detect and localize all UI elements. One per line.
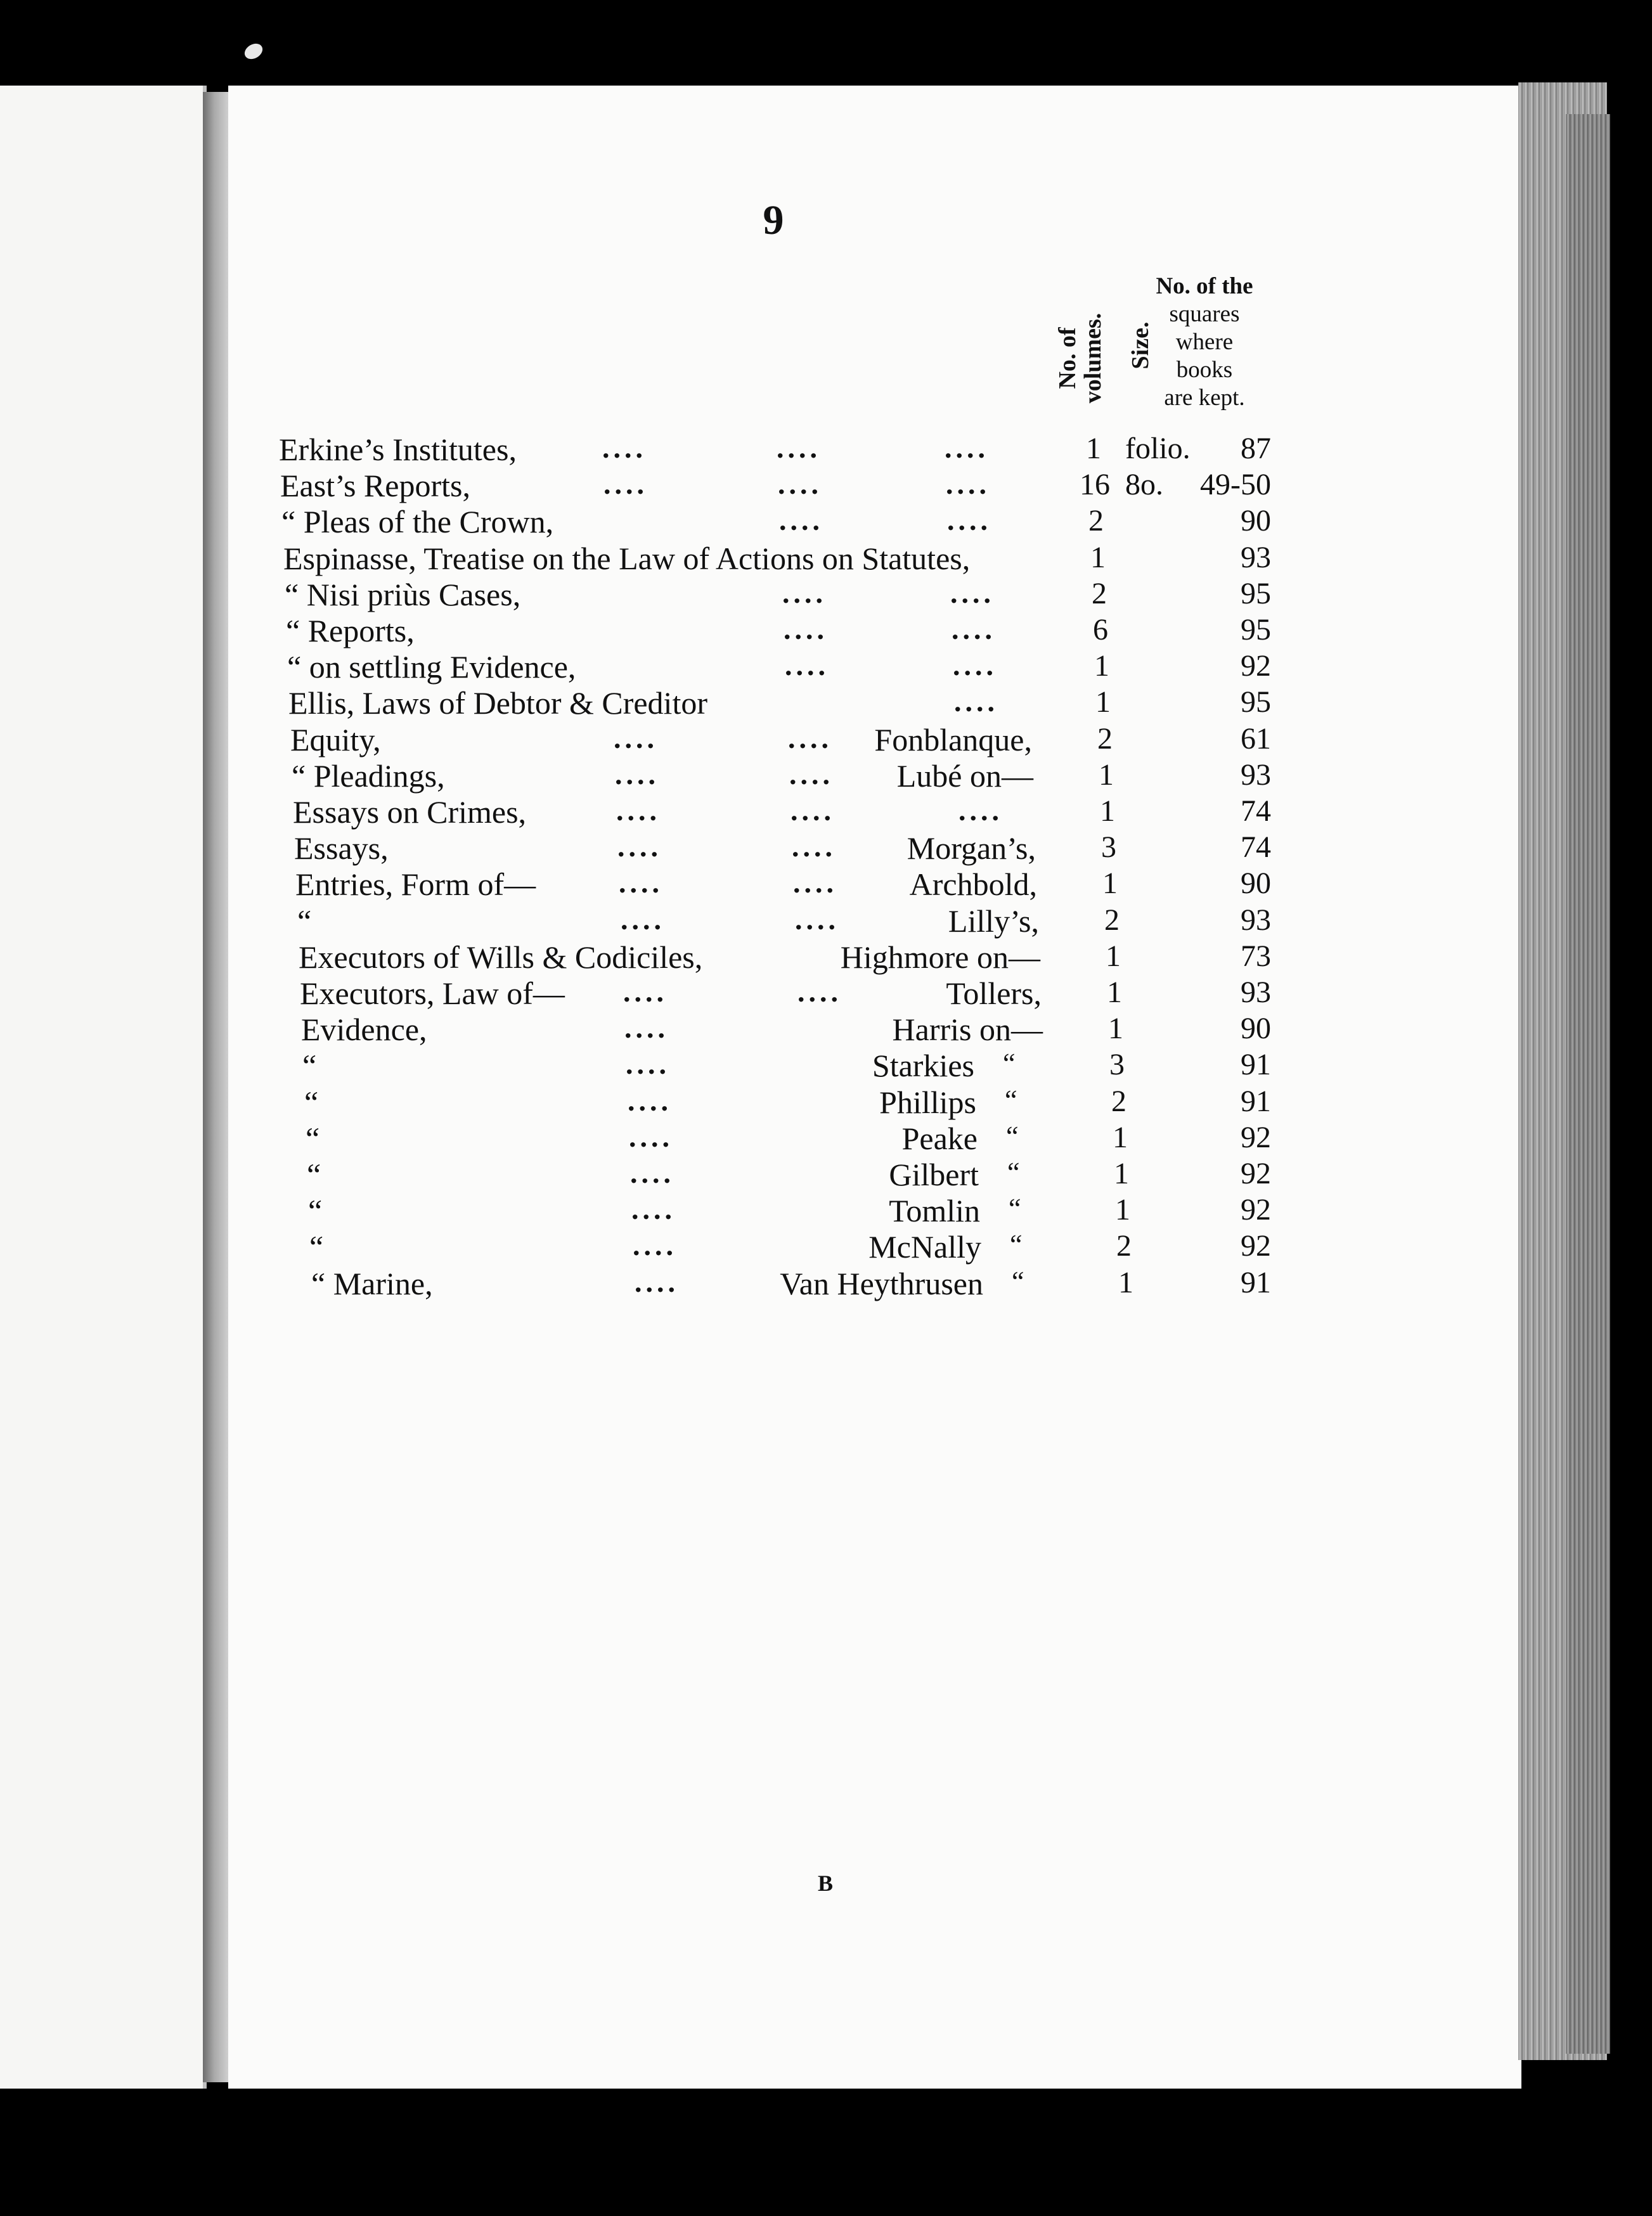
table-row bbox=[0, 1120, 1652, 1157]
volume-count: 1 bbox=[1086, 432, 1101, 465]
leader-dots: .... bbox=[631, 1193, 676, 1225]
entry-title: Erkine’s Institutes, bbox=[279, 432, 517, 467]
entry-title: Essays on Crimes, bbox=[293, 794, 527, 830]
square-number: 95 bbox=[1241, 613, 1271, 647]
volume-count: 3 bbox=[1109, 1048, 1125, 1081]
table-row bbox=[0, 431, 1652, 468]
entry-title: “ bbox=[302, 1048, 317, 1083]
leader-dots: .... bbox=[619, 866, 663, 899]
table-row bbox=[0, 757, 1652, 794]
leader-dots: .... bbox=[778, 468, 822, 500]
volume-count: 2 bbox=[1092, 577, 1107, 610]
volume-count: 2 bbox=[1097, 722, 1113, 756]
table-row bbox=[0, 830, 1652, 866]
leader-dots: .... bbox=[953, 649, 997, 681]
entry-author: Fonblanque, bbox=[874, 722, 1032, 757]
entry-title: Executors, Law of— bbox=[300, 976, 565, 1011]
leader-dots: .... bbox=[614, 722, 658, 754]
scan-background bbox=[0, 0, 1652, 86]
leader-dots: .... bbox=[602, 432, 647, 464]
squares-header-line: where bbox=[1175, 329, 1234, 355]
square-number: 92 bbox=[1241, 649, 1271, 683]
volume-count: 1 bbox=[1115, 1193, 1130, 1227]
leader-dots: .... bbox=[789, 758, 834, 790]
leader-dots: .... bbox=[617, 830, 662, 863]
squares-header-line: No. of the bbox=[1156, 273, 1253, 299]
ditto-mark: “ bbox=[1003, 1048, 1016, 1079]
entry-author: Highmore on— bbox=[840, 939, 1040, 975]
table-row bbox=[0, 467, 1652, 504]
table-row bbox=[0, 503, 1652, 540]
entry-title: “ bbox=[304, 1085, 319, 1120]
table-row bbox=[0, 612, 1652, 649]
entry-author: Peake bbox=[901, 1121, 978, 1156]
entry-title: “ bbox=[307, 1157, 321, 1192]
table-row bbox=[0, 540, 1652, 577]
volume-count: 1 bbox=[1114, 1157, 1129, 1190]
leader-dots: .... bbox=[626, 1048, 670, 1080]
leader-dots: .... bbox=[954, 685, 998, 718]
entry-title: “ Pleadings, bbox=[292, 758, 445, 794]
square-number: 93 bbox=[1241, 976, 1271, 1009]
entry-title: “ Nisi priùs Cases, bbox=[285, 577, 521, 612]
entry-title: “ bbox=[308, 1193, 323, 1228]
leader-dots: .... bbox=[615, 758, 659, 790]
leader-dots: .... bbox=[785, 649, 829, 681]
size-header-line: Size. bbox=[1127, 321, 1154, 370]
entry-title: East’s Reports, bbox=[280, 468, 470, 503]
square-number: 90 bbox=[1241, 504, 1271, 538]
table-row bbox=[0, 794, 1652, 830]
squares-header-line: squares bbox=[1169, 301, 1240, 327]
leader-dots: .... bbox=[784, 613, 828, 645]
table-row bbox=[0, 1156, 1652, 1193]
square-number: 93 bbox=[1241, 903, 1271, 937]
book-size: folio. bbox=[1125, 432, 1191, 465]
leader-dots: .... bbox=[630, 1157, 674, 1189]
entry-title: Essays, bbox=[294, 830, 389, 866]
ditto-mark: “ bbox=[1006, 1121, 1019, 1152]
entry-author: Archbold, bbox=[909, 866, 1037, 902]
leader-dots: .... bbox=[792, 830, 836, 863]
entry-author: Tollers, bbox=[946, 976, 1042, 1011]
square-number: 74 bbox=[1241, 830, 1271, 864]
square-number: 61 bbox=[1241, 722, 1271, 756]
table-row bbox=[0, 1228, 1652, 1265]
table-row bbox=[0, 975, 1652, 1012]
square-number: 92 bbox=[1241, 1121, 1271, 1154]
square-number: 49-50 bbox=[1200, 468, 1271, 501]
squares-header-line: books bbox=[1176, 357, 1233, 383]
entry-author: Lubé on— bbox=[896, 758, 1033, 794]
leader-dots: .... bbox=[779, 504, 823, 536]
square-number: 74 bbox=[1241, 794, 1271, 828]
entry-author: Lilly’s, bbox=[948, 903, 1039, 939]
ditto-mark: “ bbox=[1012, 1266, 1024, 1297]
square-number: 92 bbox=[1241, 1193, 1271, 1227]
leader-dots: .... bbox=[950, 577, 995, 609]
volume-count: 1 bbox=[1113, 1121, 1128, 1154]
volume-count: 1 bbox=[1102, 866, 1118, 900]
table-row bbox=[0, 648, 1652, 685]
volume-count: 16 bbox=[1080, 468, 1110, 501]
square-number: 91 bbox=[1241, 1048, 1271, 1081]
volume-count: 1 bbox=[1094, 649, 1109, 683]
square-number: 73 bbox=[1241, 939, 1271, 973]
leader-dots: .... bbox=[945, 432, 989, 464]
volume-count: 1 bbox=[1107, 976, 1122, 1009]
leader-dots: .... bbox=[633, 1229, 677, 1261]
leader-dots: .... bbox=[782, 577, 827, 609]
volume-count: 2 bbox=[1104, 903, 1120, 937]
entry-title: Espinasse, Treatise on the Law of Actions on Statutes, bbox=[283, 541, 971, 576]
entry-title: “ bbox=[306, 1121, 320, 1156]
square-number: 92 bbox=[1241, 1229, 1271, 1263]
leader-dots: .... bbox=[788, 722, 832, 754]
leader-dots: .... bbox=[946, 468, 990, 500]
volume-count: 1 bbox=[1108, 1012, 1123, 1045]
leader-dots: .... bbox=[628, 1085, 672, 1117]
table-row bbox=[0, 1084, 1652, 1121]
square-number: 92 bbox=[1241, 1157, 1271, 1190]
leader-dots: .... bbox=[958, 794, 1003, 827]
square-number: 93 bbox=[1241, 758, 1271, 792]
square-number: 95 bbox=[1241, 577, 1271, 610]
leader-dots: .... bbox=[777, 432, 821, 464]
square-number: 90 bbox=[1241, 866, 1271, 900]
entry-title: Evidence, bbox=[301, 1012, 427, 1047]
leader-dots: .... bbox=[795, 903, 839, 936]
volumes-header-line: No. of bbox=[1054, 327, 1081, 389]
table-row bbox=[0, 866, 1652, 903]
leader-dots: .... bbox=[616, 794, 661, 827]
leader-dots: .... bbox=[952, 613, 996, 645]
leader-dots: .... bbox=[791, 794, 835, 827]
volume-count: 1 bbox=[1099, 758, 1114, 792]
square-number: 87 bbox=[1241, 432, 1271, 465]
leader-dots: .... bbox=[603, 468, 648, 500]
volumes-header-line: volumes. bbox=[1079, 312, 1106, 404]
leader-dots: .... bbox=[793, 866, 837, 899]
ditto-mark: “ bbox=[1005, 1085, 1017, 1116]
table-row bbox=[0, 903, 1652, 939]
entry-title: Ellis, Laws of Debtor & Creditor bbox=[288, 685, 707, 721]
signature-mark: B bbox=[818, 1871, 834, 1896]
volume-count: 2 bbox=[1116, 1229, 1132, 1263]
entry-title: Executors of Wills & Codiciles, bbox=[299, 939, 703, 975]
volume-count: 1 bbox=[1106, 939, 1121, 973]
square-number: 90 bbox=[1241, 1012, 1271, 1045]
leader-dots: .... bbox=[629, 1121, 673, 1153]
ditto-mark: “ bbox=[1009, 1193, 1021, 1224]
square-number: 93 bbox=[1241, 541, 1271, 574]
volume-count: 2 bbox=[1088, 504, 1104, 538]
entry-author: Gilbert bbox=[889, 1157, 979, 1192]
entry-author: Morgan’s, bbox=[907, 830, 1036, 866]
leader-dots: .... bbox=[624, 1012, 669, 1044]
table-row bbox=[0, 1047, 1652, 1084]
volume-count: 1 bbox=[1090, 541, 1106, 574]
volume-count: 1 bbox=[1100, 794, 1115, 828]
square-number: 91 bbox=[1241, 1266, 1271, 1299]
entry-title: Equity, bbox=[290, 722, 381, 757]
entry-title: Entries, Form of— bbox=[295, 866, 536, 902]
entry-author: Van Heythrusen bbox=[780, 1266, 983, 1301]
table-row bbox=[0, 1192, 1652, 1229]
leader-dots: .... bbox=[635, 1266, 679, 1298]
entry-author: Tomlin bbox=[889, 1193, 980, 1228]
table-row bbox=[0, 939, 1652, 976]
squares-header-line: are kept. bbox=[1164, 385, 1245, 411]
volume-count: 2 bbox=[1111, 1085, 1126, 1118]
entry-author: Phillips bbox=[879, 1085, 976, 1120]
entry-title: “ Marine, bbox=[311, 1266, 433, 1301]
table-row bbox=[0, 721, 1652, 758]
table-row bbox=[0, 1011, 1652, 1048]
entry-author: McNally bbox=[868, 1229, 981, 1265]
book-size: 8o. bbox=[1125, 468, 1163, 501]
table-row bbox=[0, 576, 1652, 613]
leader-dots: .... bbox=[621, 903, 665, 936]
entry-author: Starkies bbox=[872, 1048, 974, 1083]
volume-count: 1 bbox=[1095, 685, 1111, 719]
table-row bbox=[0, 1265, 1652, 1302]
entry-title: “ bbox=[309, 1229, 324, 1265]
entry-author: Harris on— bbox=[892, 1012, 1043, 1047]
square-number: 91 bbox=[1241, 1085, 1271, 1118]
square-number: 95 bbox=[1241, 685, 1271, 719]
entry-title: “ Reports, bbox=[286, 613, 415, 648]
volume-count: 6 bbox=[1093, 613, 1108, 647]
entry-title: “ Pleas of the Crown, bbox=[281, 504, 554, 539]
ditto-mark: “ bbox=[1007, 1157, 1020, 1188]
volume-count: 3 bbox=[1101, 830, 1116, 864]
volumes-column-header bbox=[1055, 301, 1106, 415]
table-row bbox=[0, 685, 1652, 721]
squares-column-header bbox=[1135, 273, 1274, 412]
ditto-mark: “ bbox=[1010, 1229, 1023, 1260]
leader-dots: .... bbox=[947, 504, 991, 536]
leader-dots: .... bbox=[623, 976, 668, 1008]
leader-dots: .... bbox=[797, 976, 842, 1008]
entry-title: “ bbox=[297, 903, 312, 939]
volume-count: 1 bbox=[1118, 1266, 1133, 1299]
entry-title: “ on settling Evidence, bbox=[287, 649, 576, 685]
page-number: 9 bbox=[763, 197, 784, 243]
